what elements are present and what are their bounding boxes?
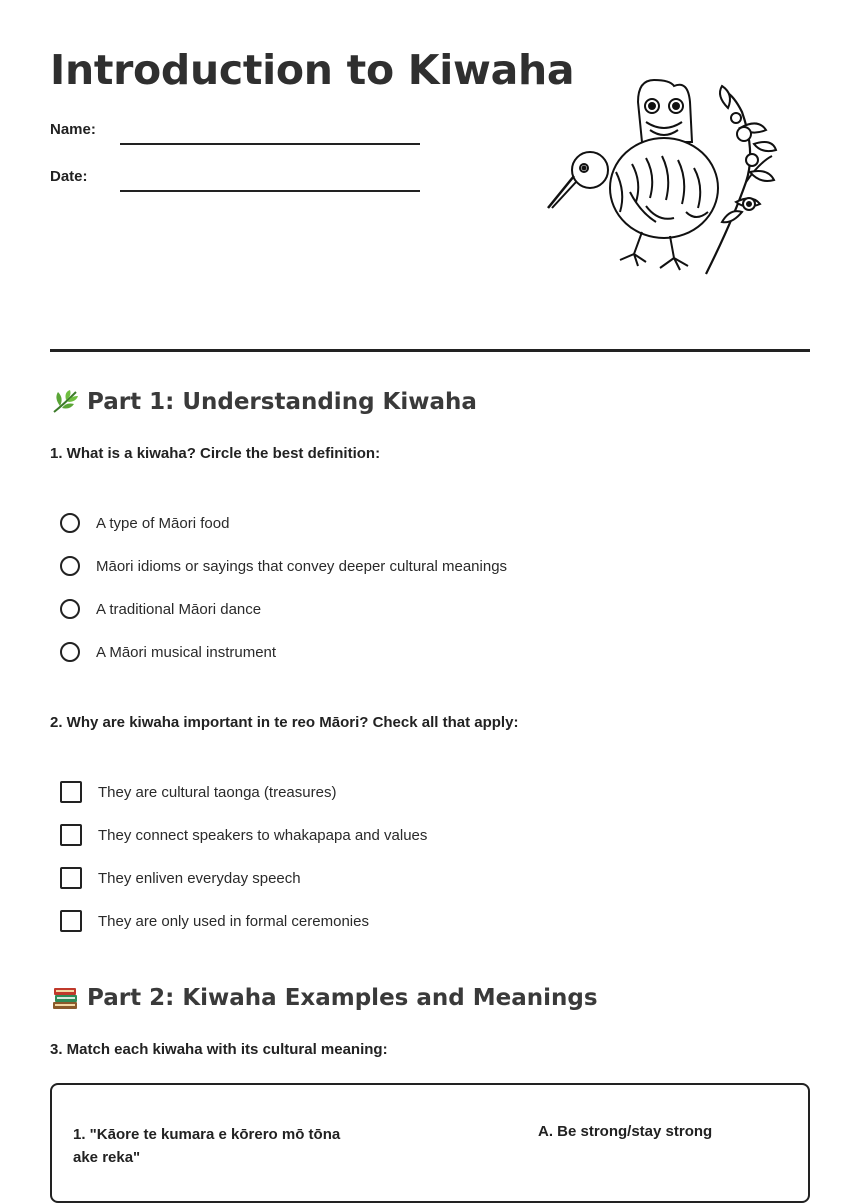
q2-option-label: They are only used in formal ceremonies — [98, 912, 369, 930]
q2-option-label: They enliven everyday speech — [98, 869, 301, 887]
question-1: 1. What is a kiwaha? Circle the best definition: — [50, 445, 381, 462]
checkbox-icon[interactable] — [60, 910, 82, 932]
books-icon — [50, 984, 80, 1012]
name-line-field[interactable] — [120, 143, 420, 145]
radio-circle-icon[interactable] — [60, 556, 80, 576]
radio-circle-icon[interactable] — [60, 599, 80, 619]
question-3: 3. Match each kiwaha with its cultural meaning: — [50, 1041, 388, 1058]
kiwaha-item-1: 1. "Kāore te kumara e kōrero mō tōna ake reka" — [73, 1126, 341, 1166]
date-label: Date: — [50, 168, 88, 185]
q1-option-2[interactable] — [60, 553, 507, 579]
q1-option-label: Māori idioms or sayings that convey deeper cultural meanings — [96, 557, 508, 575]
question-2: 2. Why are kiwaha important in te reo Māori? Check all that apply: — [50, 714, 519, 731]
q2-option-label: They are cultural taonga (treasures) — [98, 783, 337, 801]
q2-option-3[interactable] — [60, 865, 301, 891]
header-divider — [50, 349, 810, 352]
q1-option-4[interactable] — [60, 639, 276, 665]
part1-heading — [50, 388, 477, 416]
q2-option-label: They connect speakers to whakapapa and values — [98, 826, 428, 844]
name-label: Name: — [50, 121, 96, 138]
q1-option-label: A Māori musical instrument — [96, 643, 277, 661]
checkbox-icon[interactable] — [60, 824, 82, 846]
q2-option-2[interactable] — [60, 822, 427, 848]
part2-heading — [50, 984, 598, 1012]
page-title: Introduction to Kiwaha — [50, 46, 575, 94]
radio-circle-icon[interactable] — [60, 642, 80, 662]
checkbox-icon[interactable] — [60, 867, 82, 889]
q2-option-1[interactable] — [60, 779, 336, 805]
date-line-field[interactable] — [120, 190, 420, 192]
q1-option-3[interactable] — [60, 596, 261, 622]
q1-option-label: A traditional Māori dance — [96, 600, 262, 618]
q1-option-label: A type of Māori food — [96, 514, 230, 532]
meaning-item-a: A. Be strong/stay strong — [538, 1123, 713, 1140]
matching-box — [50, 1083, 810, 1203]
part1-heading-text: Part 1: Understanding Kiwaha — [87, 389, 477, 415]
checkbox-icon[interactable] — [60, 781, 82, 803]
radio-circle-icon[interactable] — [60, 513, 80, 533]
herb-leaf-icon — [50, 388, 80, 416]
kiwi-illustration-icon — [546, 72, 786, 282]
q2-option-4[interactable] — [60, 908, 369, 934]
part2-heading-text: Part 2: Kiwaha Examples and Meanings — [87, 985, 598, 1011]
q1-option-1[interactable] — [60, 510, 229, 536]
